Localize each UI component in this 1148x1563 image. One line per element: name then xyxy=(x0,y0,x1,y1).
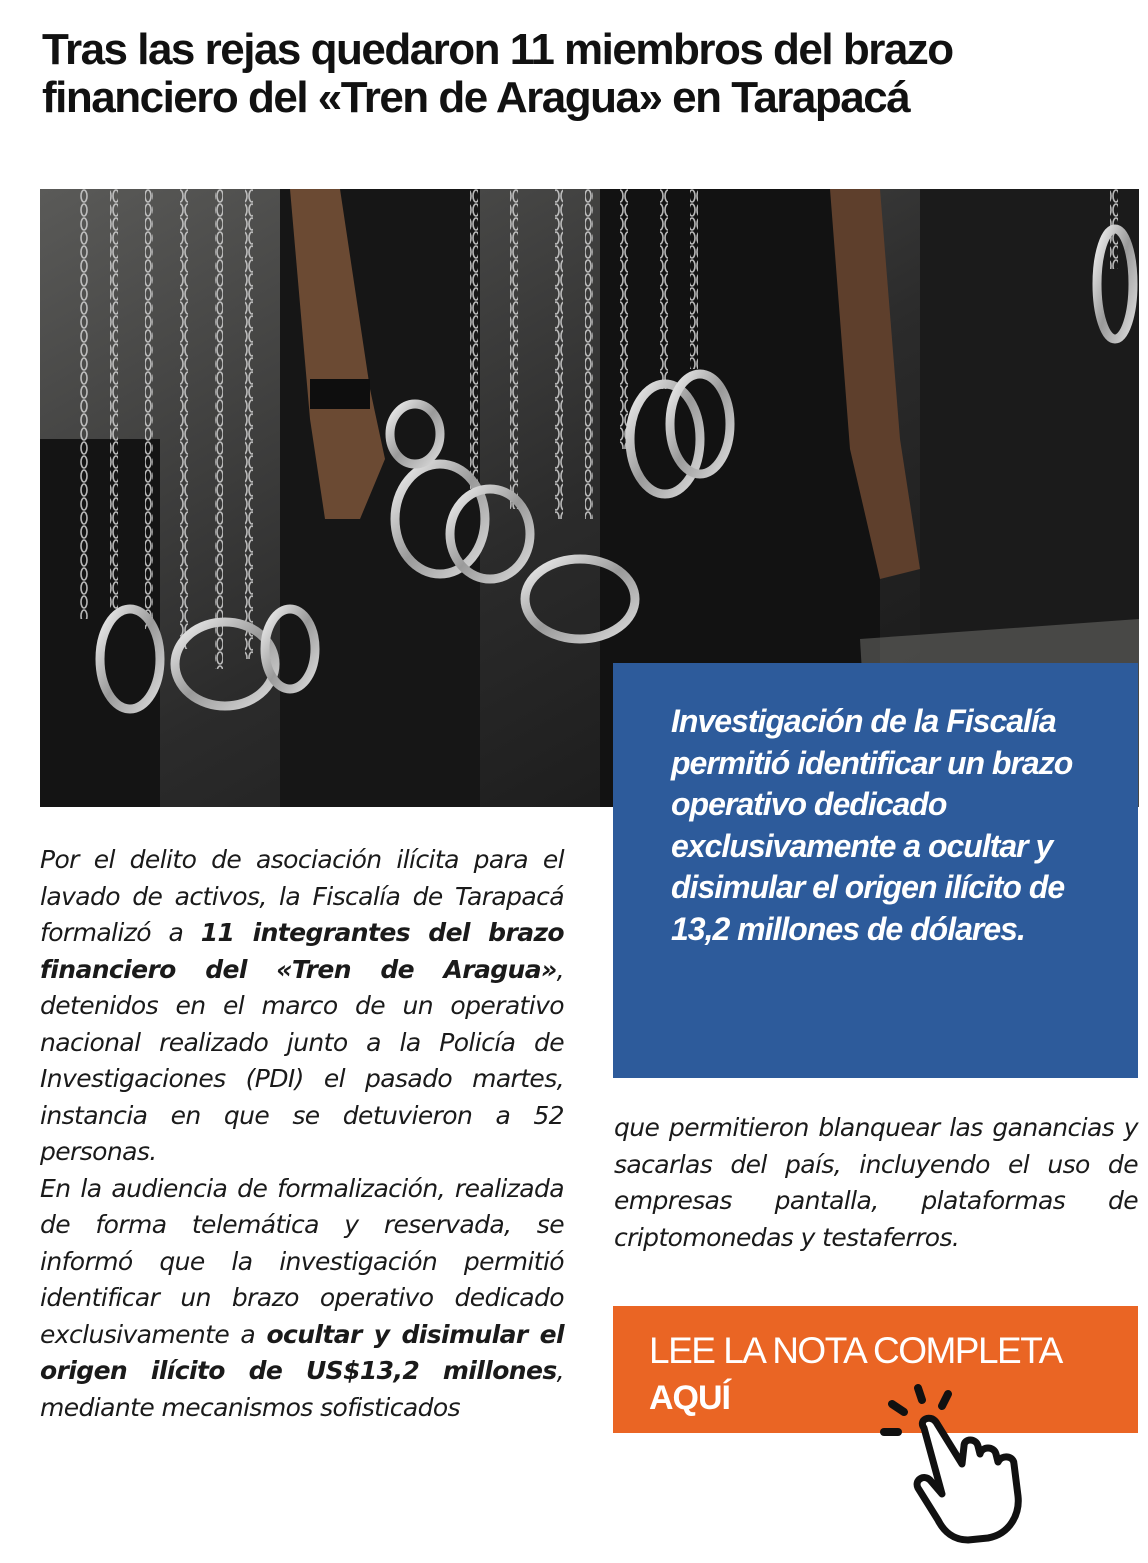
cta-here-link[interactable]: AQUÍ xyxy=(649,1379,730,1417)
pullquote-box xyxy=(613,663,1138,1078)
paragraph-2-text-a: En la audiencia de formalización, realizada de forma telemática y reservada, se informó que la investigación permitió identificar un brazo operativo dedicado exclusivamente a xyxy=(40,1173,564,1349)
paragraph-3: que permitieron blanquear las ganancias y sacarlas del país, incluyendo el uso de empresas pantalla, plataformas de criptomonedas y testaferros. xyxy=(614,1113,1138,1252)
paragraph-1 xyxy=(40,842,564,1171)
article-headline: Tras las rejas quedaron 11 miembros del brazo financiero del «Tren de Aragua» en Tarapacá xyxy=(42,25,953,122)
paragraph-2 xyxy=(40,1171,564,1427)
cta-label: LEE LA NOTA COMPLETA xyxy=(649,1330,1062,1371)
article-body-left xyxy=(40,842,564,1426)
paragraph-2-text-c: , mediante mecanismos sofisticados xyxy=(40,1356,564,1422)
article-body-right xyxy=(614,1110,1138,1256)
paragraph-1-bold: 11 integrantes del brazo financiero del «Tren de Aragua» xyxy=(40,918,564,984)
pullquote-text: Investigación de la Fiscalía permitió identificar un brazo operativo dedicado exclusivamente a ocultar y disimular el origen ilícito de 13,2 millones de dólares. xyxy=(671,703,1073,947)
pointing-hand-click-icon xyxy=(878,1384,1048,1544)
paragraph-1-text-a: Por el delito de asociación ilícita para el lavado de activos, la Fiscalía de Tarapacá formalizó a xyxy=(40,845,564,947)
read-full-note-button[interactable] xyxy=(613,1306,1138,1433)
paragraph-1-text-c: , detenidos en el marco de un operativo nacional realizado junto a la Policía de Investigaciones (PDI) el pasado martes, instancia en que se detuvieron a 52 personas. xyxy=(40,954,564,1166)
paragraph-2-bold: ocultar y disimular el origen ilícito de US$13,2 millones xyxy=(40,1319,564,1385)
